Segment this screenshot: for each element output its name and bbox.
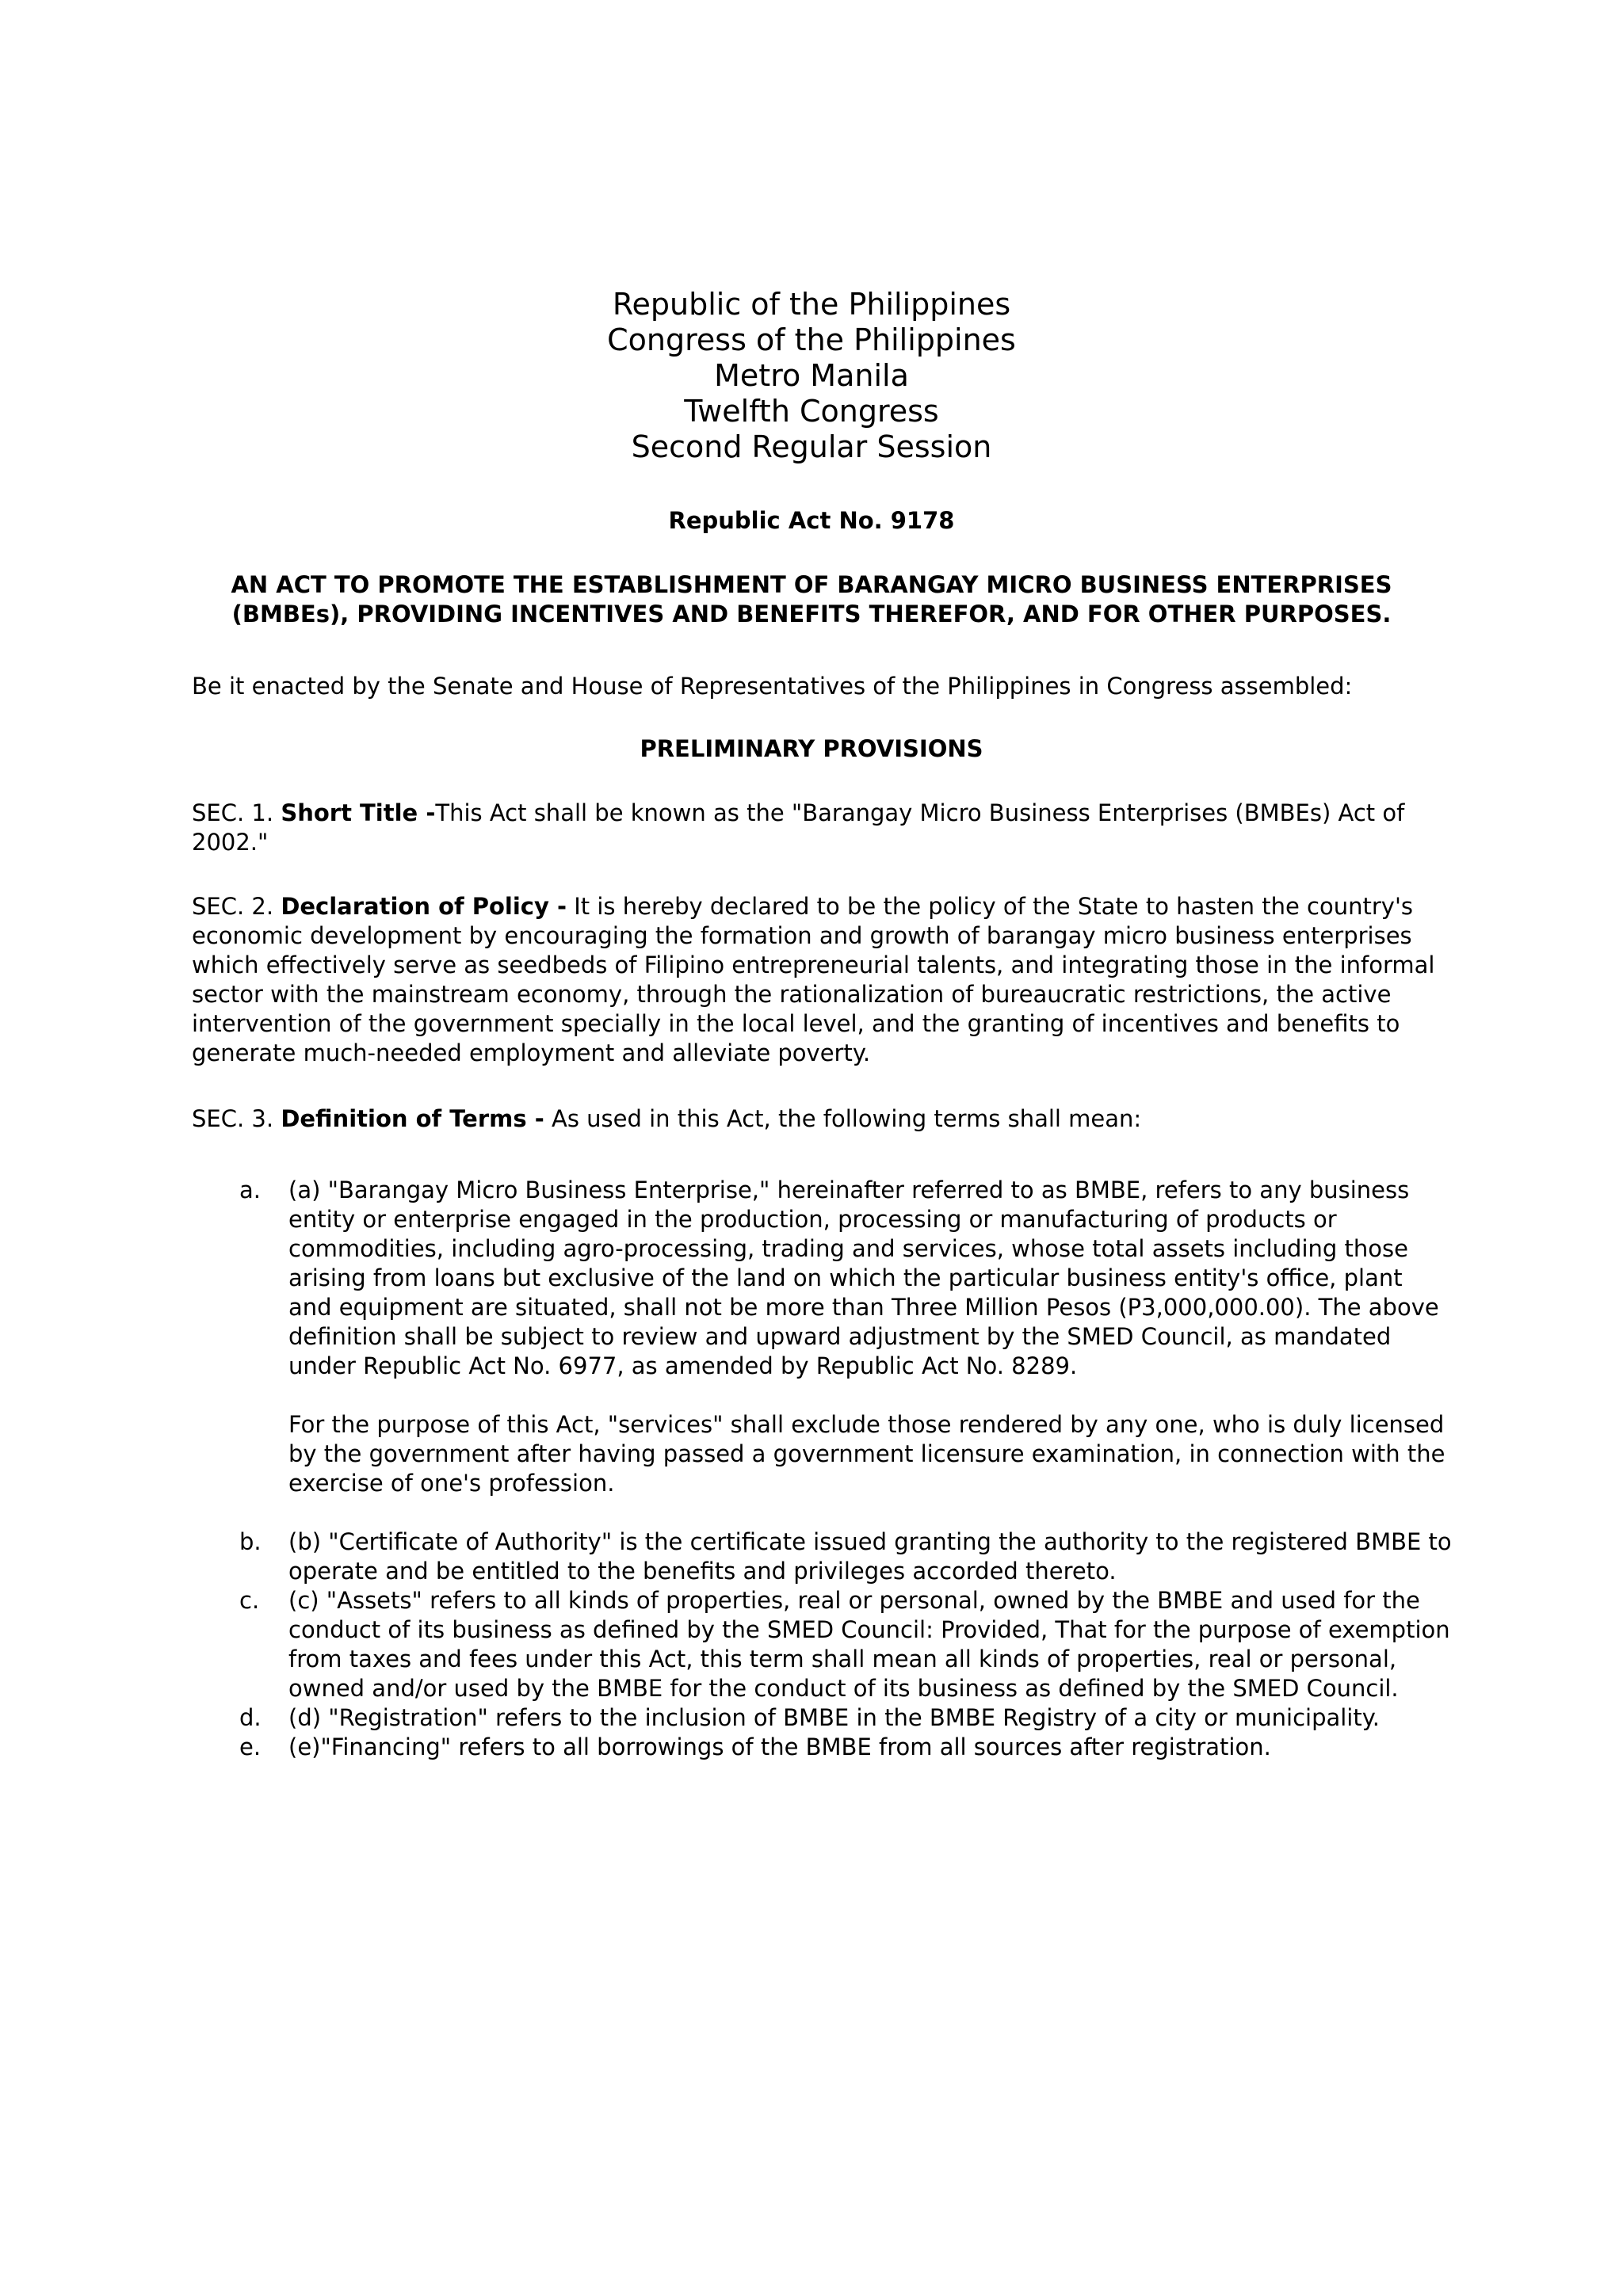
header-line-session: Second Regular Session: [631, 429, 992, 464]
definition-text: (a) "Barangay Micro Business Enterprise," hereinafter referred to as BMBE, refers to any business entity or enterprise engaged in the production, processing or manufacturing of products or commodities, including agro-processing, trading and services, whose total assets including those arising from loans but exclusive of the land on which the particular business entity's office, plant and equipment are situated, shall not be more than Three Million Pesos (P3,000,000.00). The above definition shall be subject to review and upward adjustment by the SMED Council, as mandated under Republic Act No. 6977, as amended by Republic Act No. 8289.: [288, 1177, 1439, 1379]
definition-text: (c) "Assets" refers to all kinds of properties, real or personal, owned by the BMBE and used for the conduct of its business as defined by the SMED Council: Provided, That for the purpose of exemption from taxes and fees under this Act, this term shall mean all kinds of properties, real or personal, owned and/or used by the BMBE for the conduct of its business as defined by the SMED Council.: [288, 1587, 1450, 1702]
list-item: [192, 1703, 1452, 1733]
act-title-line-2: (BMBEs), PROVIDING INCENTIVES AND BENEFITS THEREFOR, AND FOR OTHER PURPOSES.: [231, 601, 1392, 627]
enacting-clause: Be it enacted by the Senate and House of Representatives of the Philippines in Congress assembled:: [192, 673, 1353, 700]
definition-text: (d) "Registration" refers to the inclusion of BMBE in the BMBE Registry of a city or municipality.: [288, 1704, 1380, 1731]
section-number: SEC. 2.: [192, 893, 274, 920]
section-title: Short Title -: [281, 799, 436, 826]
header-line-congress-number: Twelfth Congress: [684, 394, 939, 429]
section-heading: PRELIMINARY PROVISIONS: [640, 735, 983, 762]
section-title: Declaration of Policy -: [281, 893, 567, 920]
header-line-republic: Republic of the Philippines: [612, 287, 1011, 322]
section-text: This Act shall be known as the "Barangay Micro Business Enterprises (BMBEs) Act of 2002.": [192, 799, 1405, 856]
definition-text: (b) "Certificate of Authority" is the certificate issued granting the authority to the registered BMBE to operate and be entitled to the benefits and privileges accorded thereto.: [288, 1528, 1452, 1585]
section-2: [192, 892, 1449, 1068]
section-1: [192, 799, 1449, 857]
list-marker: d.: [239, 1704, 262, 1731]
header-line-location: Metro Manila: [714, 358, 909, 393]
act-title: [190, 570, 1433, 629]
section-text: It is hereby declared to be the policy of the State to hasten the country's economic development by encouraging the formation and growth of barangay micro business enterprises which effectively serve as seedbeds of Filipino entrepreneurial talents, and integrating those in the informal sector with the mainstream economy, through the rationalization of bureaucratic restrictions, the active intervention of the government specially in the local level, and the granting of incentives and benefits to generate much-needed employment and alleviate poverty.: [192, 893, 1435, 1066]
section-3: [192, 1104, 1449, 1134]
document-header: [0, 287, 1623, 465]
list-item: [192, 1586, 1452, 1703]
list-item: [192, 1176, 1452, 1498]
section-number: SEC. 1.: [192, 799, 274, 826]
definition-subtext: For the purpose of this Act, "services" shall exclude those rendered by any one, who is duly licensed by the government after having passed a government licensure examination, in connection with the exercise of one's profession.: [288, 1411, 1445, 1497]
act-title-line-1: AN ACT TO PROMOTE THE ESTABLISHMENT OF BARANGAY MICRO BUSINESS ENTERPRISES: [231, 571, 1392, 598]
section-title: Definition of Terms -: [281, 1105, 544, 1132]
list-marker: c.: [239, 1587, 260, 1614]
list-marker: e.: [239, 1733, 262, 1760]
list-marker: a.: [239, 1177, 261, 1203]
definitions-list: [192, 1176, 1452, 1762]
header-line-congress: Congress of the Philippines: [607, 322, 1016, 357]
list-marker: b.: [239, 1528, 262, 1555]
list-item: [192, 1733, 1452, 1762]
definition-text: (e)"Financing" refers to all borrowings of the BMBE from all sources after registration.: [288, 1733, 1271, 1760]
act-number: Republic Act No. 9178: [668, 507, 955, 534]
section-number: SEC. 3.: [192, 1105, 274, 1132]
section-text: As used in this Act, the following terms shall mean:: [544, 1105, 1142, 1132]
list-item: [192, 1527, 1452, 1586]
